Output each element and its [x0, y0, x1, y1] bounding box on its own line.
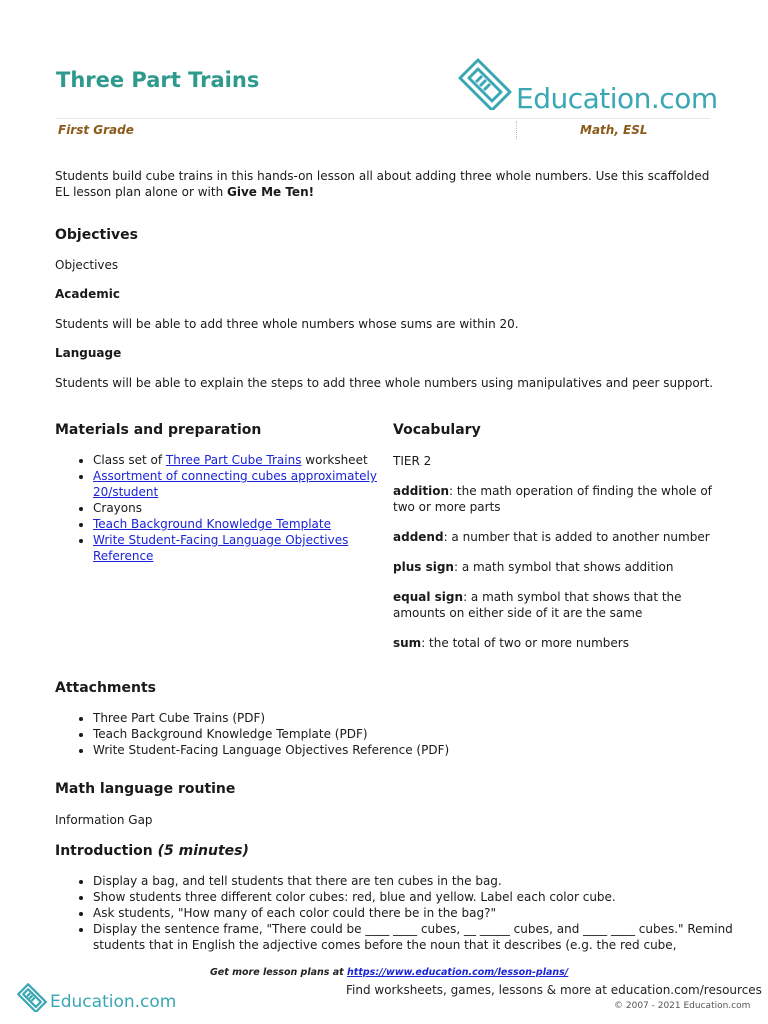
objectives-sub: Objectives — [55, 258, 119, 272]
introduction-heading — [55, 843, 249, 859]
introduction-list — [55, 873, 733, 953]
vocab-term: addend — [393, 530, 444, 544]
vocab-entry — [393, 483, 713, 515]
vocab-entry — [393, 529, 713, 545]
education-logo-icon — [456, 56, 514, 110]
list-item: • Write Student-Facing Language Objectives Reference (PDF) — [93, 742, 693, 758]
education-logo[interactable] — [456, 56, 716, 116]
education-logo-text: Education.com — [516, 82, 718, 115]
header-divider — [56, 118, 710, 119]
language-text: Students will be able to explain the steps to add three whole numbers using manipulatives and peer support. — [55, 376, 714, 390]
footer-resources-text: Find worksheets, games, lessons & more at education.com/resources — [346, 983, 762, 997]
list-item: • Crayons — [93, 500, 393, 516]
attachments-heading: Attachments — [55, 680, 157, 696]
vocab-def: : a number that is added to another number — [443, 530, 710, 544]
academic-text: Students will be able to add three whole numbers whose sums are within 20. — [55, 317, 519, 331]
materials-heading: Materials and preparation — [55, 422, 262, 438]
vocab-def: : the math operation of finding the whole of two or more parts — [393, 484, 712, 514]
vocab-term: plus sign — [393, 560, 454, 574]
list-item: • Display a bag, and tell students that there are ten cubes in the bag. — [93, 873, 733, 889]
list-item — [93, 516, 393, 532]
routine-heading: Math language routine — [55, 781, 236, 797]
footer-copyright: © 2007 - 2021 Education.com — [614, 1001, 751, 1011]
academic-heading: Academic — [55, 287, 120, 301]
list-item — [93, 452, 393, 468]
vocab-term: equal sign — [393, 590, 464, 604]
education-logo-icon — [16, 982, 48, 1012]
material-text: Class set of — [93, 453, 166, 467]
vocab-def: : a math symbol that shows addition — [453, 560, 674, 574]
objectives-heading: Objectives — [55, 227, 138, 243]
language-objectives-link[interactable]: Write Student-Facing Language Objectives Reference — [93, 533, 349, 563]
connecting-cubes-link[interactable]: Assortment of connecting cubes approximately 20/student — [93, 469, 377, 499]
vocabulary-tier: TIER 2 — [393, 454, 432, 468]
language-heading: Language — [55, 346, 122, 360]
intro-paragraph — [55, 168, 715, 200]
introduction-title: Introduction — [55, 843, 153, 859]
meta-separator — [516, 121, 517, 139]
vocab-entry — [393, 635, 713, 651]
background-knowledge-link[interactable]: Teach Background Knowledge Template — [93, 517, 331, 531]
list-item — [93, 532, 393, 564]
lesson-plans-link[interactable]: https://www.education.com/lesson-plans/ — [347, 967, 569, 978]
footer-more-lessons — [210, 967, 568, 978]
list-item: • Ask students, "How many of each color could there be in the bag?" — [93, 905, 733, 921]
intro-text: Students build cube trains in this hands-on lesson all about adding three whole numbers. Use this scaffolded EL lesson plan alone or with — [55, 169, 710, 199]
vocab-entry — [393, 589, 713, 621]
intro-related-lesson[interactable]: Give Me Ten! — [226, 185, 315, 199]
footer-logo[interactable] — [16, 980, 176, 1014]
subject-label: Math, ESL — [580, 123, 648, 137]
routine-text: Information Gap — [55, 813, 153, 827]
footer-logo-text: Education.com — [50, 992, 177, 1012]
vocabulary-list — [393, 453, 713, 651]
materials-list — [55, 452, 393, 564]
vocab-def: : the total of two or more numbers — [421, 636, 629, 650]
vocabulary-heading: Vocabulary — [393, 422, 481, 438]
vocab-entry — [393, 559, 713, 575]
grade-label: First Grade — [58, 123, 134, 137]
list-item: • Show students three different color cubes: red, blue and yellow. Label each color cube. — [93, 889, 733, 905]
material-text: worksheet — [301, 453, 368, 467]
vocab-def: : a math symbol that shows that the amounts on either side of it are the same — [393, 590, 682, 620]
list-item: • Teach Background Knowledge Template (PDF) — [93, 726, 693, 742]
list-item: • Three Part Cube Trains (PDF) — [93, 710, 693, 726]
list-item: • Display the sentence frame, "There could be ____ ____ cubes, __ _____ cubes, and ____ ____ cubes." Remind students that in English the adjective comes before the noun that it describes (e.g. the red cube, — [93, 921, 733, 953]
list-item — [93, 468, 393, 500]
page-title: Three Part Trains — [56, 68, 260, 92]
attachments-list — [55, 710, 693, 758]
vocab-term: sum — [393, 636, 422, 650]
vocab-term: addition — [393, 484, 450, 498]
footer-more-text: Get more lesson plans at — [210, 967, 348, 978]
introduction-duration: (5 minutes) — [157, 843, 249, 859]
cube-trains-link[interactable]: Three Part Cube Trains — [165, 453, 302, 467]
